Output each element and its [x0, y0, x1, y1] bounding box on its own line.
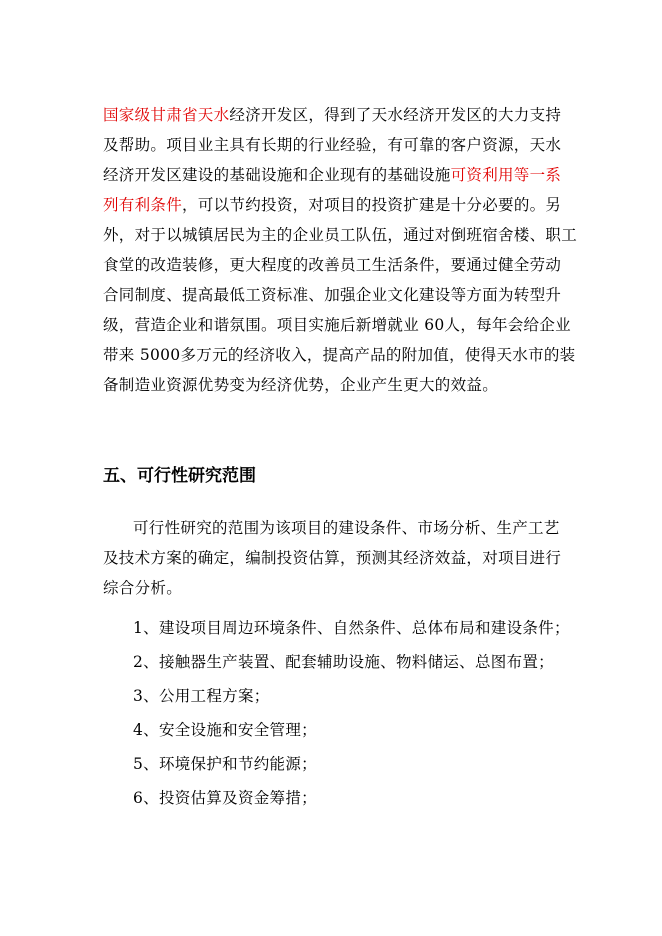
section-heading: 五、可行性研究范围: [103, 466, 256, 486]
list-item: 4、安全设施和安全管理；: [133, 721, 317, 739]
highlighted-text: 国家级甘肃省天水: [103, 106, 230, 124]
highlighted-text: 列有利条件: [103, 196, 183, 214]
body-text: 经济开发区建设的基础设施和企业现有的基础设施: [103, 166, 451, 184]
text-line: 级，营造企业和谐氛围。项目实施后新增就业 60人，每年会给企业: [103, 316, 571, 334]
text-line: [103, 190, 563, 220]
list-item: 3、公用工程方案；: [133, 687, 270, 705]
text-line: [103, 100, 563, 130]
text-line: 食堂的改造装修，更大程度的改善员工生活条件，要通过健全劳动: [103, 256, 562, 274]
text-line: 及技术方案的确定，编制投资估算，预测其经济效益，对项目进行: [103, 549, 562, 567]
text-line: 带来 5000多万元的经济收入，提高产品的附加值，使得天水市的装: [103, 346, 576, 364]
highlighted-text: 可资利用等一系: [450, 166, 562, 184]
list-item: 6、投资估算及资金筹措；: [133, 789, 317, 807]
text-line: 合同制度、提高最低工资标准、加强企业文化建设等方面为转型升: [103, 286, 562, 304]
list-item: 2、接触器生产装置、配套辅助设施、物料储运、总图布置；: [133, 653, 554, 671]
text-line: 综合分析。: [103, 579, 183, 597]
body-text: 经济开发区，得到了天水经济开发区的大力支持: [229, 106, 562, 124]
text-line: 外，对于以城镇居民为主的企业员工队伍，通过对倒班宿舍楼、职工: [103, 226, 578, 244]
body-text: ，可以节约投资，对项目的投资扩建是十分必要的。另: [182, 196, 562, 214]
scope-intro-paragraph: [103, 513, 563, 603]
text-line: [103, 160, 563, 190]
text-line: 备制造业资源优势变为经济优势，企业产生更大的效益。: [103, 376, 499, 394]
list-item: 1、建设项目周边环境条件、自然条件、总体布局和建设条件；: [133, 619, 570, 637]
list-item: 5、环境保护和节约能源；: [133, 755, 317, 773]
text-line: 可行性研究的范围为该项目的建设条件、市场分析、生产工艺: [133, 519, 560, 537]
scope-list: [133, 611, 573, 815]
project-background-paragraph: [103, 100, 578, 400]
text-line: 及帮助。项目业主具有长期的行业经验，有可靠的客户资源，天水: [103, 136, 562, 154]
